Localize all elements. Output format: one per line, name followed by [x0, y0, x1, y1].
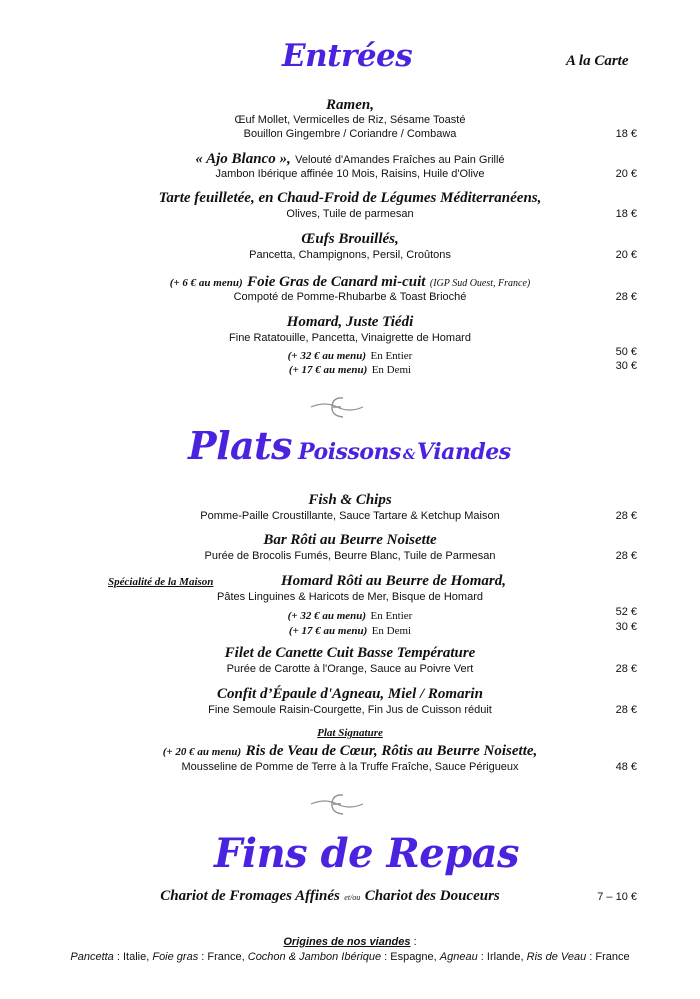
dish-price: 18 €	[615, 208, 637, 220]
dish-inline-description: Velouté d'Amandes Fraîches au Pain Grillé	[295, 154, 505, 166]
dish-price: 20 €	[615, 168, 637, 180]
dish-price: 28 €	[615, 510, 637, 522]
origins-title-row	[0, 936, 700, 948]
dish-title-row	[0, 273, 700, 291]
fins-row	[0, 887, 700, 905]
dish-title: Ramen,	[326, 97, 374, 113]
origins-title: Origines de nos viandes	[283, 936, 411, 948]
menu-supplement: (+ 6 € au menu)	[169, 277, 243, 289]
dish-price: 28 €	[615, 704, 637, 716]
origin-name: Pancetta	[70, 951, 114, 963]
menu-supplement: (+ 32 € au menu)	[287, 610, 367, 622]
dish-price: 7 – 10 €	[597, 891, 637, 903]
dish-price: 30 €	[615, 360, 637, 372]
dish-price: 48 €	[615, 761, 637, 773]
ornament-divider-icon	[307, 790, 367, 820]
plats-heading-sub2: Viandes	[417, 439, 511, 465]
dish-price: 18 €	[615, 128, 637, 140]
chariot-douceurs: Chariot des Douceurs	[364, 888, 500, 904]
origin-country: Italie	[122, 951, 147, 963]
dish-description: Œuf Mollet, Vermicelles de Riz, Sésame Toasté	[234, 114, 466, 126]
menu-supplement: (+ 32 € au menu)	[287, 350, 367, 362]
dish-description: Pomme-Paille Croustillante, Sauce Tartare & Ketchup Maison	[200, 510, 500, 522]
origin-country: Espagne	[390, 951, 434, 963]
plats-heading-main: Plats	[188, 423, 293, 468]
dish-price: 28 €	[615, 291, 637, 303]
dish-description: Bouillon Gingembre / Coriandre / Combawa	[243, 128, 457, 140]
plats-heading-sub1: Poissons	[298, 439, 401, 465]
origin-country: Irlande	[486, 951, 521, 963]
dish-description: Purée de Carotte à l'Orange, Sauce au Poivre Vert	[226, 663, 474, 675]
dish-origin-label: (IGP Sud Ouest, France)	[429, 278, 531, 289]
dish-description: Pâtes Linguines & Haricots de Mer, Bisque de Homard	[217, 591, 483, 603]
dish-title: « Ajo Blanco »,	[195, 151, 291, 167]
dish-description: Fine Ratatouille, Pancetta, Vinaigrette de Homard	[229, 332, 471, 344]
origin-country: France	[207, 951, 242, 963]
signature-label: Plat Signature	[317, 727, 383, 739]
dish-price: 20 €	[615, 249, 637, 261]
section-title-plats	[188, 423, 511, 468]
menu-supplement: (+ 20 € au menu)	[162, 746, 242, 758]
dish-title: Ris de Veau de Cœur, Rôtis au Beurre Noisette,	[245, 743, 538, 759]
origins-list: Pancetta : Italie, Foie gras : France, Cochon & Jambon Ibérique : Espagne, Agneau : Irlande, Ris de Veau : France	[70, 951, 630, 963]
dish-price: 30 €	[615, 621, 637, 633]
dish-option	[0, 360, 700, 378]
dish-price: 28 €	[615, 550, 637, 562]
dish-title: Fish & Chips	[308, 492, 392, 508]
origin-name: Foie gras	[152, 951, 199, 963]
dish-title: Filet de Canette Cuit Basse Température	[224, 645, 476, 661]
origin-country: France	[595, 951, 630, 963]
dish-description: Fine Semoule Raisin-Courgette, Fin Jus de Cuisson réduit	[208, 704, 492, 716]
dish-title: Homard, Juste Tiédi	[286, 314, 414, 330]
dish-title: Bar Rôti au Beurre Noisette	[263, 532, 437, 548]
specialite-label: Spécialité de la Maison	[108, 576, 214, 588]
chariot-fromages: Chariot de Fromages Affinés	[160, 888, 340, 904]
dish-title: Foie Gras de Canard mi-cuit	[247, 274, 426, 290]
a-la-carte-label: A la Carte	[566, 53, 629, 69]
connector-label: et/ou	[344, 893, 361, 902]
origin-name: Cochon & Jambon Ibérique	[247, 951, 382, 963]
dish-title-row	[0, 150, 700, 168]
dish-price: 50 €	[615, 346, 637, 358]
option-label: En Demi	[371, 364, 412, 376]
dish-description: Purée de Brocolis Fumés, Beurre Blanc, Tuile de Parmesan	[204, 550, 496, 562]
section-title-fins-de-repas: Fins de Repas	[214, 830, 520, 877]
origin-name: Agneau	[439, 951, 478, 963]
dish-description: Olives, Tuile de parmesan	[286, 208, 414, 220]
menu-supplement: (+ 17 € au menu)	[288, 364, 368, 376]
ornament-divider-icon	[307, 393, 367, 423]
section-title-entrees: Entrées	[282, 38, 413, 74]
option-label: En Demi	[371, 625, 412, 637]
dish-price: 28 €	[615, 663, 637, 675]
dish-option	[0, 621, 700, 639]
dish-title-row	[0, 742, 700, 760]
dish-title: Confit d’Épaule d'Agneau, Miel / Romarin	[217, 686, 483, 702]
dish-title: Homard Rôti au Beurre de Homard,	[281, 573, 507, 589]
option-label: En Entier	[370, 610, 413, 622]
plats-heading-amp: &	[402, 447, 416, 463]
dish-description: Compoté de Pomme-Rhubarbe & Toast Brioché	[233, 291, 467, 303]
dish-description: Pancetta, Champignons, Persil, Croûtons	[249, 249, 451, 261]
menu-supplement: (+ 17 € au menu)	[288, 625, 368, 637]
dish-description: Jambon Ibérique affinée 10 Mois, Raisins, Huile d'Olive	[215, 168, 485, 180]
dish-price: 52 €	[615, 606, 637, 618]
origin-name: Ris de Veau	[526, 951, 587, 963]
dish-title: Tarte feuilletée, en Chaud-Froid de Légumes Méditerranéens,	[158, 190, 542, 206]
option-label: En Entier	[370, 350, 413, 362]
dish-title: Œufs Brouillés,	[301, 231, 399, 247]
dish-description: Mousseline de Pomme de Terre à la Truffe Fraîche, Sauce Périgueux	[181, 761, 519, 773]
origins-colon: :	[413, 936, 417, 948]
